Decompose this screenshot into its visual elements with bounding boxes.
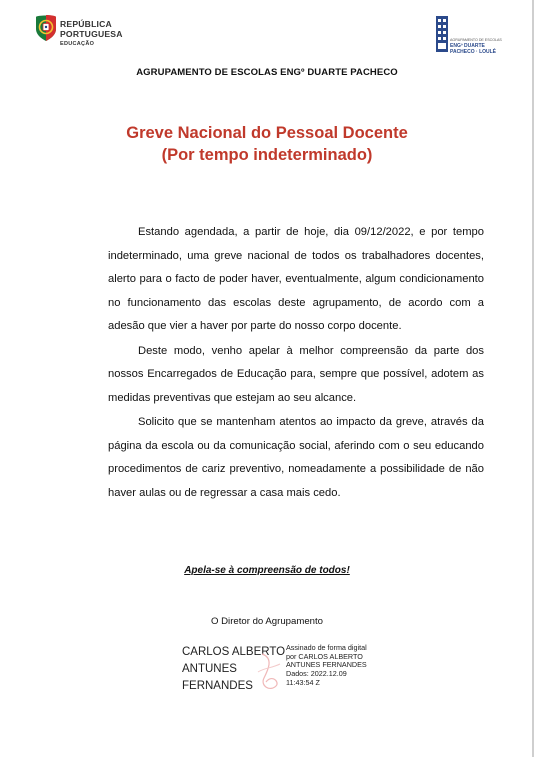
school-group-name: AGRUPAMENTO DE ESCOLAS ENGº DUARTE PACHECO <box>136 67 398 78</box>
appeal-statement: Apela-se à compreensão de todos! <box>184 565 350 576</box>
government-name-line1: REPÚBLICA <box>60 19 112 29</box>
school-brand <box>450 38 502 55</box>
signature-detail-line2: por CARLOS ALBERTO <box>286 651 363 661</box>
signer-name-line1: CARLOS ALBERTO <box>182 646 286 658</box>
signature-detail-line4: Dados: 2022.12.09 <box>286 669 347 679</box>
body-paragraph-1: Estando agendada, a partir de hoje, dia 09/12/2022, e por tempo indeterminado, uma greve nacional de todos os trabalhadores docentes, alerto para o facto de poder haver, eventualmente, algum condicionamento no funcionamento das escolas deste agrupamento, de acordo com a adesão que vier a haver por parte do nosso corpo docente. <box>108 226 484 332</box>
director-title: O Diretor do Agrupamento <box>211 616 323 627</box>
ministry-name: EDUCAÇÃO <box>60 41 95 47</box>
coat-of-arms-logo <box>34 15 58 41</box>
handwritten-signature-icon <box>254 652 284 694</box>
body-paragraph-2: Deste modo, venho apelar à melhor compreensão da parte dos nossos Encarregados de Educação para, sempre que possível, adotem as medidas preventivas que estejam ao seu alcance. <box>108 344 484 404</box>
signature-detail-line3: ANTUNES FERNANDES <box>286 660 367 670</box>
government-name-line2: PORTUGUESA <box>60 29 123 39</box>
school-brand-line3: PACHECO · LOULÉ <box>450 49 497 55</box>
school-logo-icon <box>436 16 448 52</box>
document-subtitle: (Por tempo indeterminado) <box>161 146 373 164</box>
signature-detail-line1: Assinado de forma digital <box>286 643 367 652</box>
signer-name-line2: ANTUNES <box>182 663 237 675</box>
school-brand-line1: AGRUPAMENTO DE ESCOLAS <box>450 38 502 42</box>
document-title: Greve Nacional do Pessoal Docente <box>126 124 408 142</box>
digital-signature-details <box>286 644 367 688</box>
signature-detail-line5: 11:43:54 Z <box>286 677 320 687</box>
document-body <box>108 221 484 506</box>
body-paragraph-3: Solicito que se mantenham atentos ao impacto da greve, através da página da escola ou da comunicação social, aferindo com o seu educando procedimentos de cariz preventivo, nomeadamente a possibilidade de não haver aulas ou de regressar a casa mais cedo. <box>108 416 484 499</box>
government-brand <box>60 19 123 49</box>
school-brand-line2: ENGº DUARTE <box>450 43 485 49</box>
signer-name-line3: FERNANDES <box>182 680 253 692</box>
